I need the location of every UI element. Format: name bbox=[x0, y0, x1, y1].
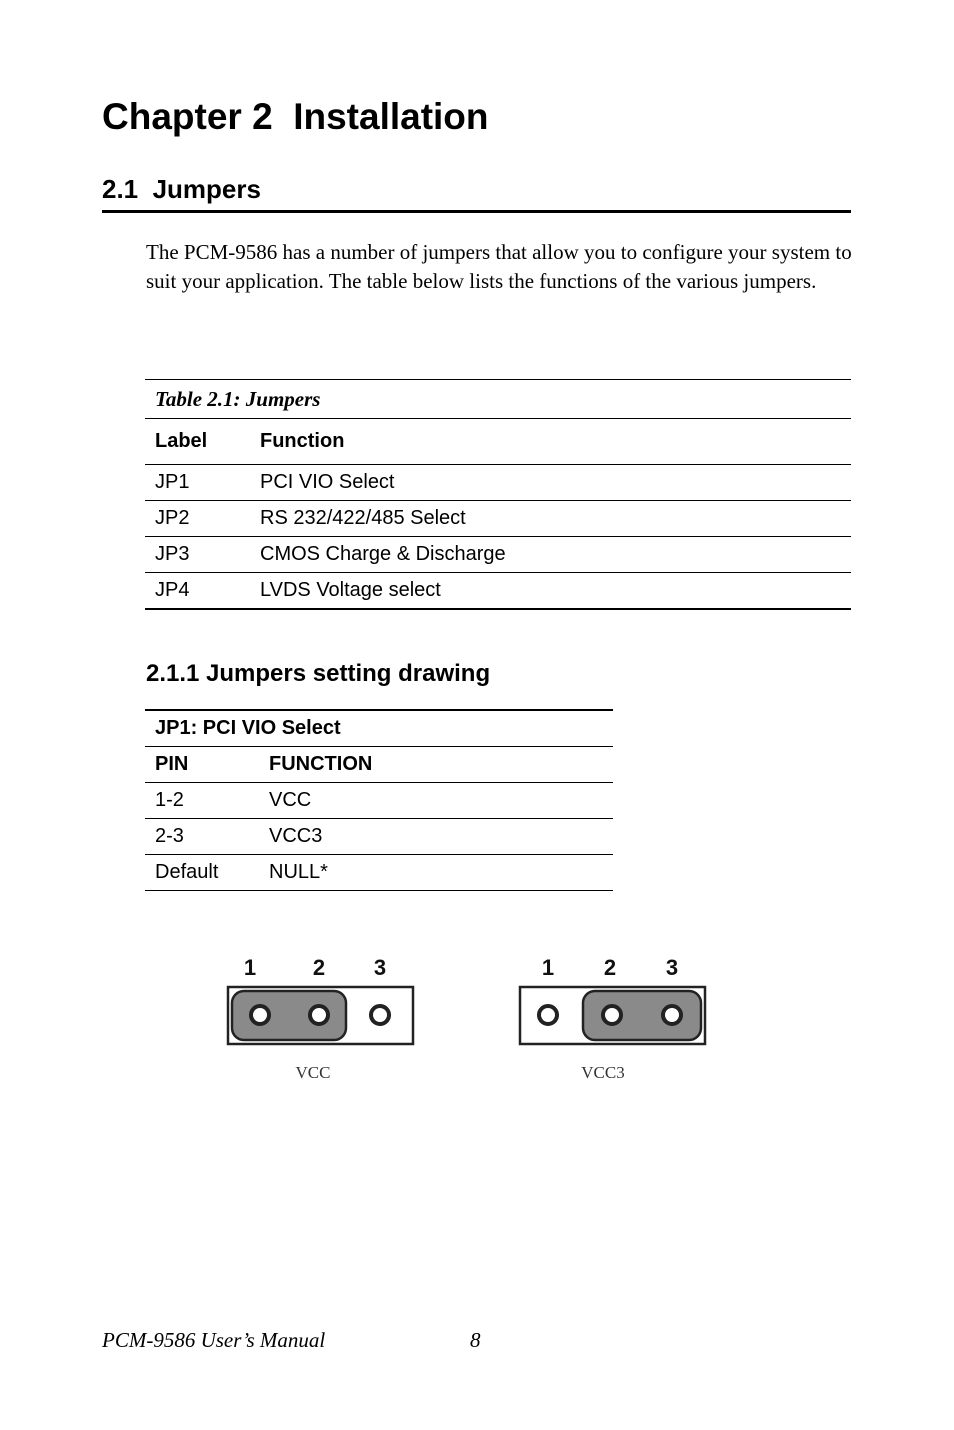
right-pin-label-2: 2 bbox=[603, 955, 617, 980]
right-pin-3 bbox=[663, 1006, 681, 1024]
table-row bbox=[145, 537, 851, 573]
right-caption: VCC3 bbox=[581, 1063, 625, 1082]
intro-paragraph: The PCM-9586 has a number of jumpers that allow you to configure your system to suit your application. The table below lists the functions of the various jumpers. bbox=[146, 240, 852, 293]
left-pin-1 bbox=[251, 1006, 269, 1024]
table-row bbox=[145, 501, 851, 537]
cell-pin: Default bbox=[145, 855, 259, 891]
table-row bbox=[145, 819, 613, 855]
cell-label: JP3 bbox=[145, 537, 250, 573]
jp1-title: JP1: PCI VIO Select bbox=[145, 710, 613, 747]
right-jumper-header bbox=[520, 987, 705, 1044]
left-pin-2 bbox=[310, 1006, 328, 1024]
right-pin-1 bbox=[539, 1006, 557, 1024]
cell-pin: 1-2 bbox=[145, 783, 259, 819]
subsection-title: 2.1.1 Jumpers setting drawing bbox=[146, 660, 491, 687]
right-pin-label-1: 1 bbox=[541, 955, 555, 980]
jp1-header-row bbox=[145, 747, 613, 783]
header-label: Label bbox=[145, 419, 250, 465]
cell-function: NULL* bbox=[259, 855, 613, 891]
cell-function: PCI VIO Select bbox=[250, 465, 851, 501]
cell-function: LVDS Voltage select bbox=[260, 579, 441, 601]
jp1-title-row bbox=[145, 710, 613, 747]
left-pin-label-2: 2 bbox=[312, 955, 326, 980]
footer-page-number: 8 bbox=[470, 1328, 481, 1352]
chapter-title: Chapter 2 Installation bbox=[102, 96, 489, 137]
table-row bbox=[145, 783, 613, 819]
table-row bbox=[145, 855, 613, 891]
cell-function: RS 232/422/485 Select bbox=[250, 501, 851, 537]
cell-function: VCC bbox=[259, 783, 613, 819]
cell-label: JP2 bbox=[145, 501, 250, 537]
header-function: FUNCTION bbox=[259, 747, 613, 783]
right-pin-label-3: 3 bbox=[665, 955, 679, 980]
cell-pin: 2-3 bbox=[145, 819, 259, 855]
left-pin-label-1: 1 bbox=[243, 955, 257, 980]
left-jumper-header bbox=[228, 987, 413, 1044]
table-row bbox=[145, 573, 851, 610]
left-caption: VCC bbox=[295, 1063, 331, 1082]
left-pin-label-3: 3 bbox=[373, 955, 387, 980]
table-header-row bbox=[145, 419, 851, 465]
table-caption: Table 2.1: Jumpers bbox=[145, 379, 851, 418]
cell-label: JP4 bbox=[155, 579, 190, 601]
right-pin-2 bbox=[603, 1006, 621, 1024]
left-pin-3 bbox=[371, 1006, 389, 1024]
cell-function: VCC3 bbox=[259, 819, 613, 855]
header-pin: PIN bbox=[145, 747, 259, 783]
section-title: 2.1 Jumpers bbox=[102, 174, 851, 213]
footer-manual-title: PCM-9586 User’s Manual bbox=[102, 1328, 326, 1352]
right-jumper-cap bbox=[583, 991, 701, 1040]
jumper-diagram bbox=[215, 945, 725, 1095]
table-row bbox=[145, 465, 851, 501]
jp1-table bbox=[145, 709, 613, 891]
header-function: Function bbox=[250, 419, 851, 465]
cell-function: CMOS Charge & Discharge bbox=[250, 537, 851, 573]
cell-label: JP1 bbox=[145, 465, 250, 501]
jumpers-table bbox=[145, 379, 851, 610]
